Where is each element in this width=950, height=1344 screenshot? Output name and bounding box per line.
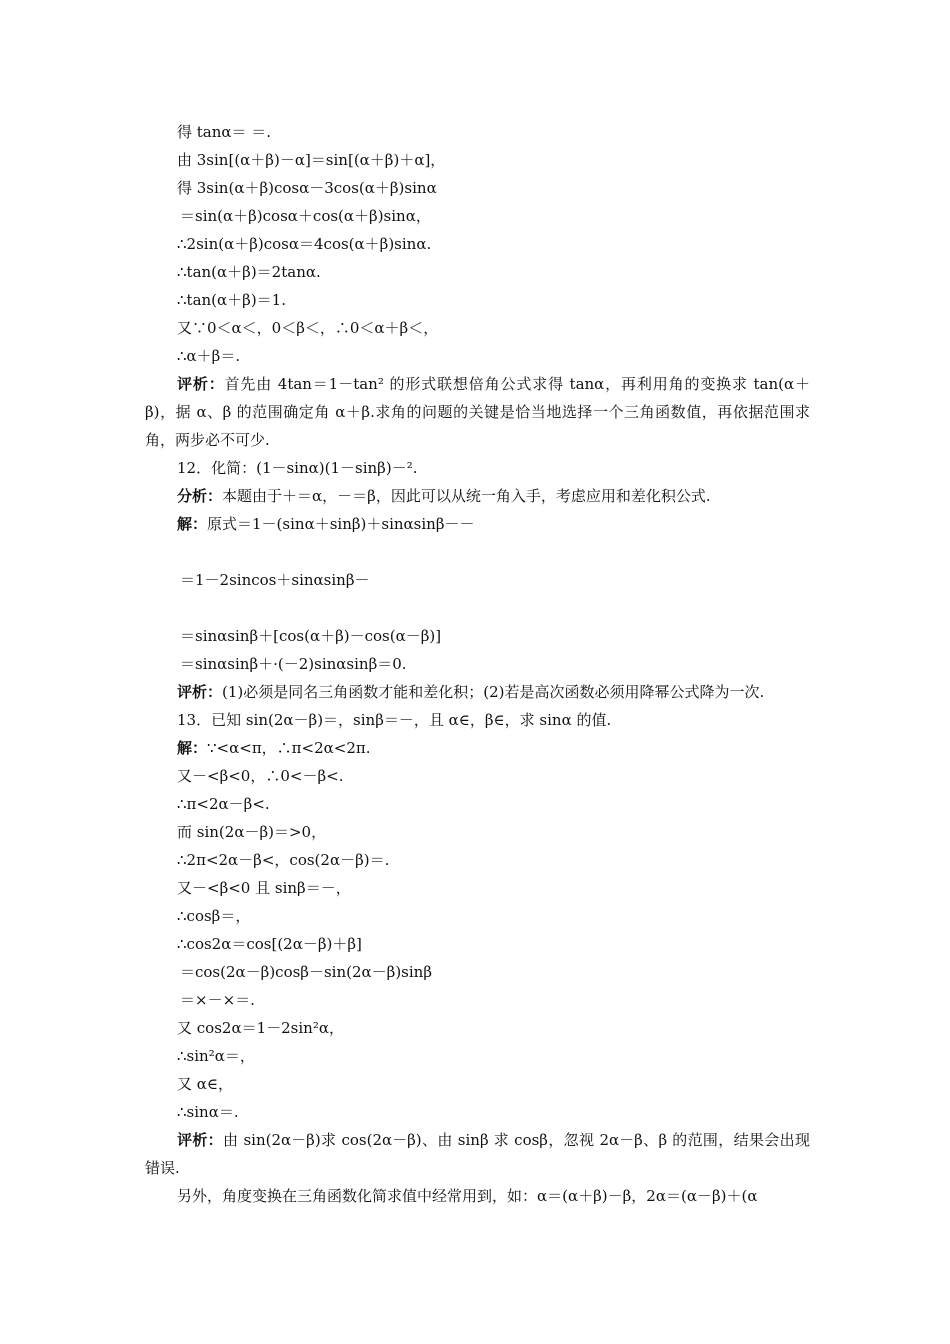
extra-paragraph: 另外，角度变换在三角函数化简求值中经常用到，如：α＝(α＋β)－β，2α＝(α－β)＋(α <box>177 1187 758 1205</box>
comment-text: 首先由 4tan＝1－tan² 的形式联想倍角公式求得 tanα，再利用角的变换求 tan(α＋β)，据 α、β 的范围确定角 α＋β.求角的问题的关键是恰当地选择一个三角函数值，再依据范围求角，两步必不可少. <box>145 375 810 449</box>
text-line: 得 3sin(α＋β)cosα－3cos(α＋β)sinα <box>177 179 437 197</box>
text-line: ∴2sin(α＋β)cosα＝4cos(α＋β)sinα. <box>177 235 432 253</box>
text-line: 由 3sin[(α＋β)－α]＝sin[(α＋β)＋α]， <box>177 151 446 169</box>
formula-gap <box>145 594 810 622</box>
solution-step: ＝1－2sincos＋sinαsinβ－ <box>180 571 370 589</box>
analysis-label: 分析： <box>177 487 223 505</box>
analysis-text: 本题由于＋＝α，－＝β，因此可以从统一角入手，考虑应用和差化积公式. <box>222 487 711 505</box>
comment-paragraph <box>145 678 810 706</box>
solution-step: 又 cos2α＝1－2sin²α， <box>177 1019 344 1037</box>
solution-step: ∴2π<2α－β<，cos(2α－β)＝. <box>177 851 390 869</box>
question-13-title: 13．已知 sin(2α－β)＝，sinβ＝－，且 α∈，β∈，求 sinα 的值. <box>177 711 612 729</box>
solution-step: ＝×－×＝. <box>180 991 255 1009</box>
solution-text: ∵<α<π，∴π<2α<2π. <box>207 739 371 757</box>
question-12-title: 12．化简：(1－sinα)(1－sinβ)－². <box>177 459 418 477</box>
solution-step: ∴π<2α－β<. <box>177 795 270 813</box>
solution-step: 而 sin(2α－β)＝>0， <box>177 823 327 841</box>
text-line: 又∵0＜α＜，0＜β＜，∴0＜α＋β＜， <box>177 319 439 337</box>
text-line: 得 tanα＝ ＝. <box>177 123 272 141</box>
comment-text: (1)必须是同名三角函数才能和差化积；(2)若是高次函数必须用降幂公式降为一次. <box>222 683 765 701</box>
solution-line <box>145 510 810 538</box>
comment-paragraph <box>145 370 810 454</box>
solution-text: 原式＝1－(sinα＋sinβ)＋sinαsinβ－－ <box>207 515 475 533</box>
comment-paragraph <box>145 1126 810 1182</box>
solution-step: ∴cosβ＝， <box>177 907 251 925</box>
solution-step: 又 α∈， <box>177 1075 234 1093</box>
solution-step: 又－<β<0，∴0<－β<. <box>177 767 344 785</box>
analysis-line <box>145 482 810 510</box>
comment-text: 由 sin(2α－β)求 cos(2α－β)、由 sinβ 求 cosβ，忽视 2α－β、β 的范围，结果会出现错误. <box>145 1131 810 1177</box>
solution-step: ∴sinα＝. <box>177 1103 239 1121</box>
solution-line <box>145 734 810 762</box>
text-line: ∴tan(α＋β)＝2tanα. <box>177 263 321 281</box>
comment-label: 评析： <box>177 683 223 701</box>
formula-gap <box>145 538 810 566</box>
comment-label: 评析： <box>177 375 225 393</box>
comment-label: 评析： <box>177 1131 224 1149</box>
solution-step: ∴cos2α＝cos[(2α－β)＋β] <box>177 935 362 953</box>
text-line: ∴tan(α＋β)＝1. <box>177 291 286 309</box>
solution-step: ＝sinαsinβ＋[cos(α＋β)－cos(α－β)] <box>180 627 442 645</box>
solution-label: 解： <box>177 515 208 533</box>
solution-step: ∴sin²α＝， <box>177 1047 255 1065</box>
solution-step: ＝cos(2α－β)cosβ－sin(2α－β)sinβ <box>180 963 433 981</box>
solution-label: 解： <box>177 739 208 757</box>
text-line: ∴α＋β＝. <box>177 347 241 365</box>
text-line: ＝sin(α＋β)cosα＋cos(α＋β)sinα， <box>180 207 431 225</box>
document-page <box>145 118 810 1210</box>
solution-step: ＝sinαsinβ＋·(－2)sinαsinβ＝0. <box>180 655 407 673</box>
solution-step: 又－<β<0 且 sinβ＝－， <box>177 879 351 897</box>
